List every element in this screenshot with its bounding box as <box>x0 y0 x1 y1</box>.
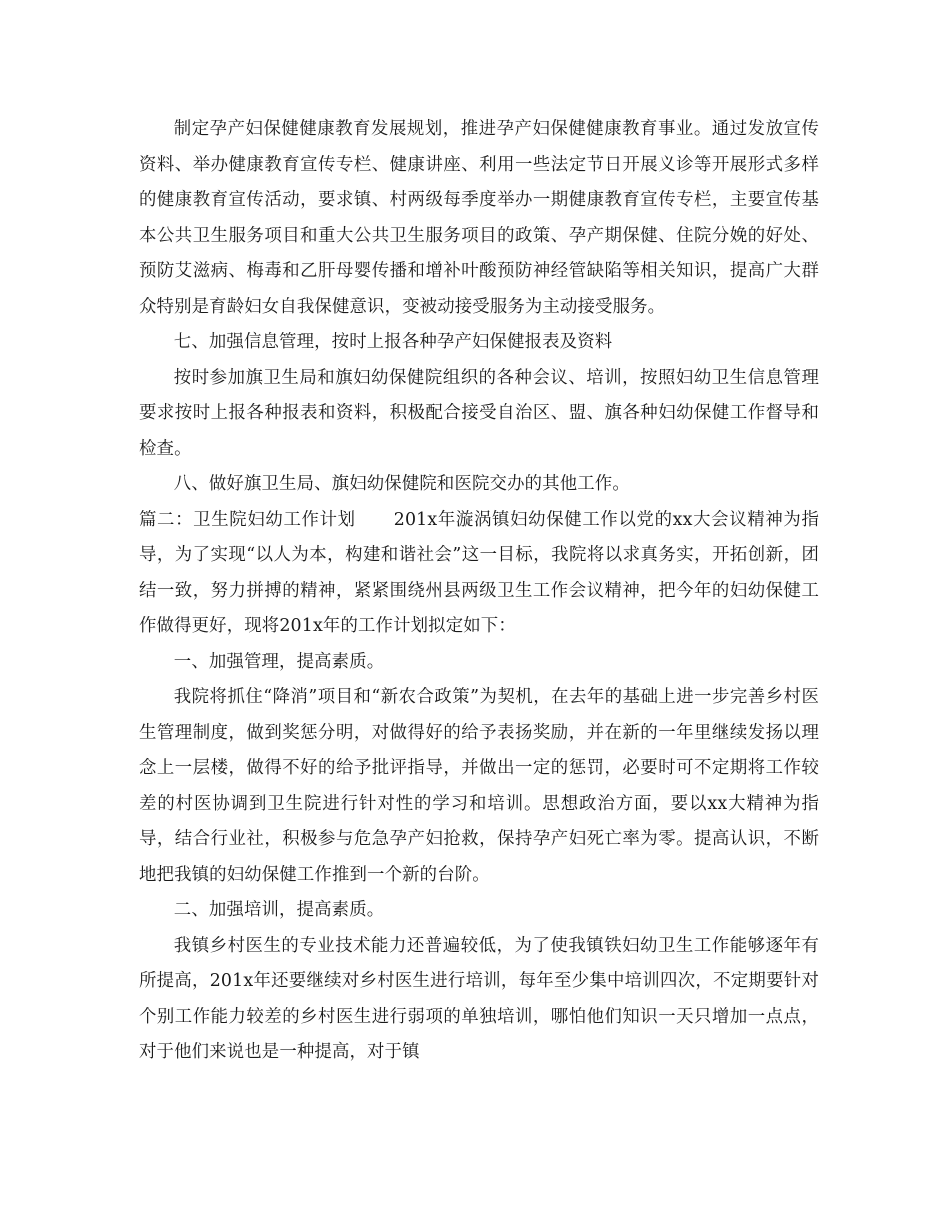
paragraph-reporting: 按时参加旗卫生局和旗妇幼保健院组织的各种会议、培训，按照妇幼卫生信息管理要求按时上报各种报表和资料，积极配合接受自治区、盟、旗各种妇幼保健工作督导和检查。 <box>139 367 819 459</box>
heading-information-management: 七、加强信息管理，按时上报各种孕产妇保健报表及资料 <box>173 332 613 352</box>
paragraph-training: 我镇乡村医生的专业技术能力还普遍较低，为了使我镇铁妇幼卫生工作能够逐年有所提高，201x年还要继续对乡村医生进行培训，每年至少集中培训四次，不定期要针对个别工作能力较差的乡村医生进行弱项的单独培训，哪怕他们知识一天只增加一点点，对于他们来说也是一种提高，对于镇 <box>139 935 819 1062</box>
heading-management: 一、加强管理，提高素质。 <box>173 651 385 672</box>
part-two-body: 201x年漩涡镇妇幼保健工作以党的xx大会议精神为指导，为了实现“以人为本，构建和谐社会”这一目标，我院将以求真务实，开拓创新，团结一致，努力拼搏的精神，紧紧围绕州县两级卫生工作会议精神，把今年的妇幼保健工作做得更好，现将201x年的工作计划拟定如下： <box>139 509 819 636</box>
paragraph-part-two <box>139 503 819 645</box>
paragraph-health-education: 制定孕产妇保健健康教育发展规划，推进孕产妇保健健康教育事业。通过发放宣传资料、举办健康教育宣传专栏、健康讲座、利用一些法定节日开展义诊等开展形式多样的健康教育宣传活动，要求镇、村两级每季度举办一期健康教育宣传专栏，主要宣传基本公共卫生服务项目和重大公共卫生服务项目的政策、孕产期保健、住院分娩的好处、预防艾滋病、梅毒和乙肝母婴传播和增补叶酸预防神经管缺陷等相关知识，提高广大群众特别是育龄妇女自我保健意识，变被动接受服务为主动接受服务。 <box>139 119 819 317</box>
part-two-title: 篇二：卫生院妇幼工作计划 <box>139 509 356 530</box>
document-page <box>139 112 819 1071</box>
paragraph-management: 我院将抓住“降消”项目和“新农合政策”为契机，在去年的基础上进一步完善乡村医生管理制度，做到奖惩分明，对做得好的给予表扬奖励，并在新的一年里继续发扬以理念上一层楼，做得不好的给予批评指导，并做出一定的惩罚，必要时可不定期将工作较差的村医协调到卫生院进行针对性的学习和培训。思想政治方面，要以xx大精神为指导，结合行业社，积极参与危急孕产妇抢救，保持孕产妇死亡率为零。提高认识，不断地把我镇的妇幼保健工作推到一个新的台阶。 <box>139 687 819 885</box>
heading-training: 二、加强培训，提高素质。 <box>173 900 385 920</box>
heading-other-work: 八、做好旗卫生局、旗妇幼保健院和医院交办的其他工作。 <box>173 474 630 494</box>
